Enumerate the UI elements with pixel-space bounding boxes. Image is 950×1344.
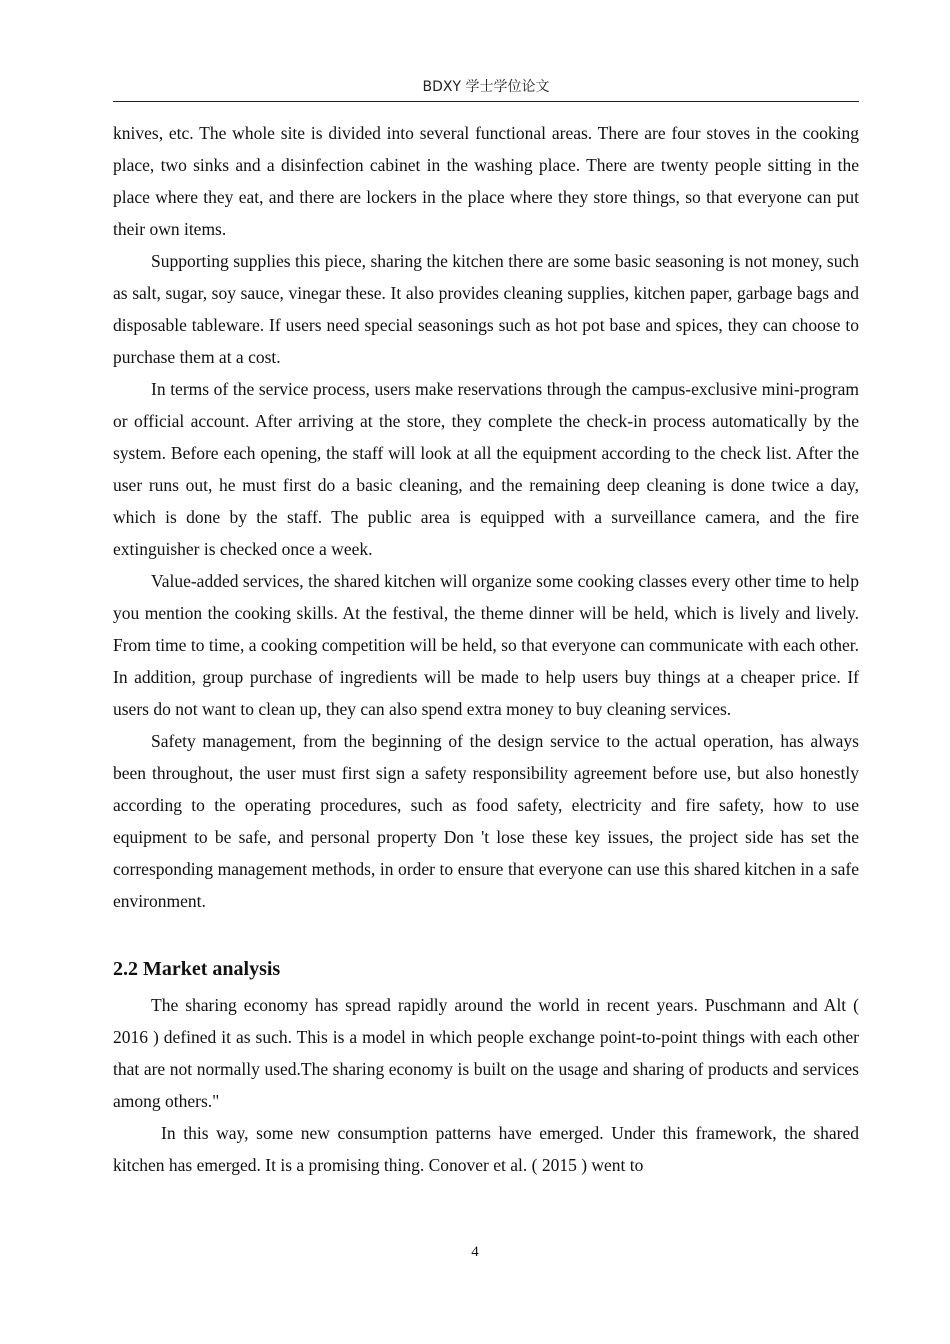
paragraph-safety-management: Safety management, from the beginning of the design service to the actual operation, has always been throughout, the user must first sign a safety responsibility agreement before use, but also honestly according to the operating procedures, such as food safety, electricity and fire safety, how to use equipment to be safe, and personal property Don 't lose these key issues, the project side has set the corresponding management methods, in order to ensure that everyone can use this shared kitchen in a safe environment.: [113, 731, 859, 911]
page-number: 4: [471, 1244, 479, 1260]
page-header: [113, 76, 859, 102]
paragraph-sharing-economy: The sharing economy has spread rapidly around the world in recent years. Puschmann and Alt ( 2016 ) defined it as such. This is a model in which people exchange point-to-point things with each other that are not normally used.The sharing economy is built on the usage and sharing of products and services among others.": [113, 995, 859, 1111]
paragraph-value-added-services: Value-added services, the shared kitchen will organize some cooking classes every other time to help you mention the cooking skills. At the festival, the theme dinner will be held, which is lively and lively. From time to time, a cooking competition will be held, so that everyone can communicate with each other. In addition, group purchase of ingredients will be made to help users buy things at a cheaper price. If users do not want to clean up, they can also spend extra money to buy cleaning services.: [113, 571, 859, 719]
paragraph-consumption-patterns: In this way, some new consumption patterns have emerged. Under this framework, the shared kitchen has emerged. It is a promising thing. Conover et al. ( 2015 ) went to: [113, 1123, 859, 1175]
section-heading-market-analysis: 2.2 Market analysis: [113, 958, 281, 980]
paragraph-supplies: Supporting supplies this piece, sharing the kitchen there are some basic seasoning is not money, such as salt, sugar, soy sauce, vinegar these. It also provides cleaning supplies, kitchen paper, garbage bags and disposable tableware. If users need special seasonings such as hot pot base and spices, they can choose to purchase them at a cost.: [113, 251, 859, 367]
body-text: [113, 117, 859, 1181]
header-title: BDXY 学士学位论文: [422, 79, 550, 95]
paragraph-equipment-areas: knives, etc. The whole site is divided into several functional areas. There are four stoves in the cooking place, two sinks and a disinfection cabinet in the washing place. There are twenty people sitting in the place where they eat, and there are lockers in the place where they store things, so that everyone can put their own items.: [113, 123, 859, 239]
paragraph-service-process: In terms of the service process, users make reservations through the campus-exclusive mini-program or official account. After arriving at the store, they complete the check-in process automatically by the system. Before each opening, the staff will look at all the equipment according to the check list. After the user runs out, he must first do a basic cleaning, and the remaining deep cleaning is done twice a day, which is done by the staff. The public area is equipped with a surveillance camera, and the fire extinguisher is checked once a week.: [113, 379, 859, 559]
